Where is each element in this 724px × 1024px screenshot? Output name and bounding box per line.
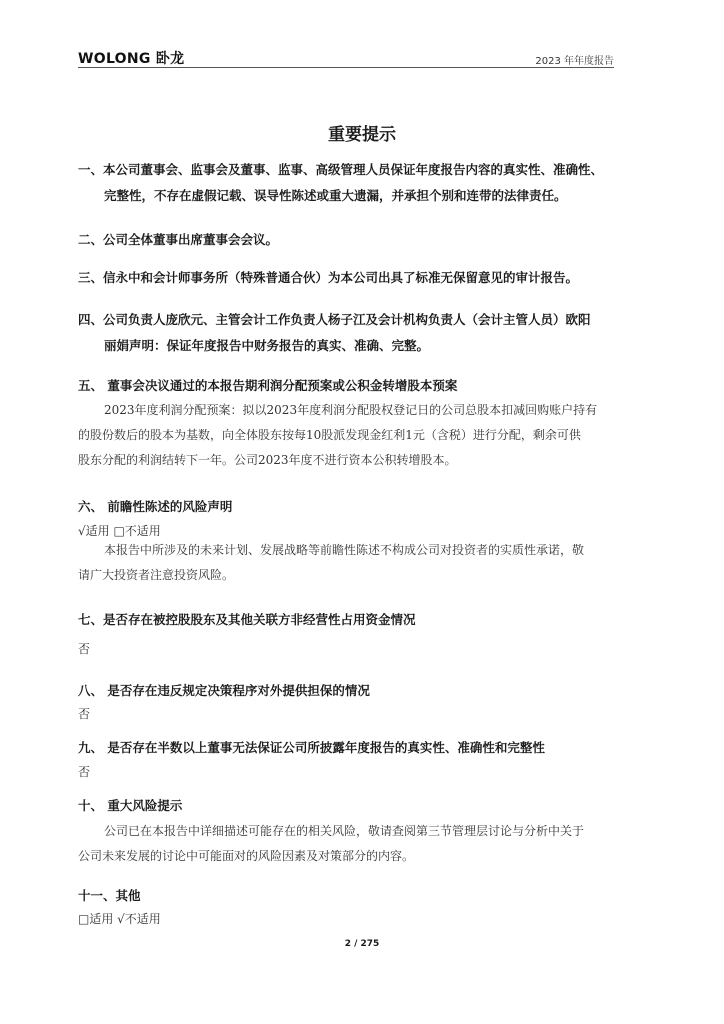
section-4-line-1: 四、公司负责人庞欣元、主管会计工作负责人杨子江及会计机构负责人（会计主管人员）欧阳 [78,312,591,327]
section-10-body-1: 公司已在本报告中详细描述可能存在的相关风险，敬请查阅第三节管理层讨论与分析中关于 [104,824,585,838]
section-7-answer: 否 [78,642,91,656]
section-8-answer: 否 [78,707,91,721]
section-9-answer: 否 [78,765,91,779]
section-11-heading: 十一、其他 [78,888,141,903]
section-5-body-2: 的股份数后的股本为基数，向全体股东按每10股派发现金红利1元（含税）进行分配，剩余可供 [78,428,581,442]
section-6-body-1: 本报告中所涉及的未来计划、发展战略等前瞻性陈述不构成公司对投资者的实质性承诺，敬 [104,543,585,557]
header-divider [78,67,614,68]
section-6-applicability: √适用 □不适用 [78,524,161,538]
section-1-line-1: 一、本公司董事会、监事会及董事、监事、高级管理人员保证年度报告内容的真实性、准确性、 [78,162,604,177]
section-2: 二、公司全体董事出席董事会会议。 [78,232,279,247]
section-7-heading: 七、是否存在被控股股东及其他关联方非经营性占用资金情况 [78,612,416,627]
section-11-applicability: □适用 √不适用 [78,912,161,926]
page-number: 2 / 275 [344,939,380,949]
section-6-heading: 六、 前瞻性陈述的风险声明 [78,499,233,514]
section-3: 三、信永中和会计师事务所（特殊普通合伙）为本公司出具了标准无保留意见的审计报告。 [78,270,579,285]
section-4-line-2: 丽娟声明：保证年度报告中财务报告的真实、准确、完整。 [104,338,430,353]
section-9-heading: 九、 是否存在半数以上董事无法保证公司所披露年度报告的真实性、准确性和完整性 [78,740,545,755]
section-5-body-3: 股东分配的利润结转下一年。公司2023年度不进行资本公积转增股本。 [78,453,457,467]
section-5-body-1: 2023年度利润分配预案：拟以2023年度利润分配股权登记日的公司总股本扣减回购账户持有 [104,403,598,417]
section-5-heading: 五、 董事会决议通过的本报告期利润分配预案或公积金转增股本预案 [78,378,458,393]
section-10-heading: 十、 重大风险提示 [78,798,183,813]
company-logo: WOLONG 卧龙 [78,51,185,67]
page-title: 重要提示 [328,125,396,145]
report-title: 2023 年年度报告 [535,56,614,67]
section-10-body-2: 公司未来发展的讨论中可能面对的风险因素及对策部分的内容。 [78,849,415,863]
section-1-line-2: 完整性，不存在虚假记载、误导性陈述或重大遗漏，并承担个别和连带的法律责任。 [104,188,567,203]
section-6-body-2: 请广大投资者注意投资风险。 [78,568,235,582]
page-header [78,44,614,66]
section-8-heading: 八、 是否存在违反规定决策程序对外提供担保的情况 [78,683,370,698]
